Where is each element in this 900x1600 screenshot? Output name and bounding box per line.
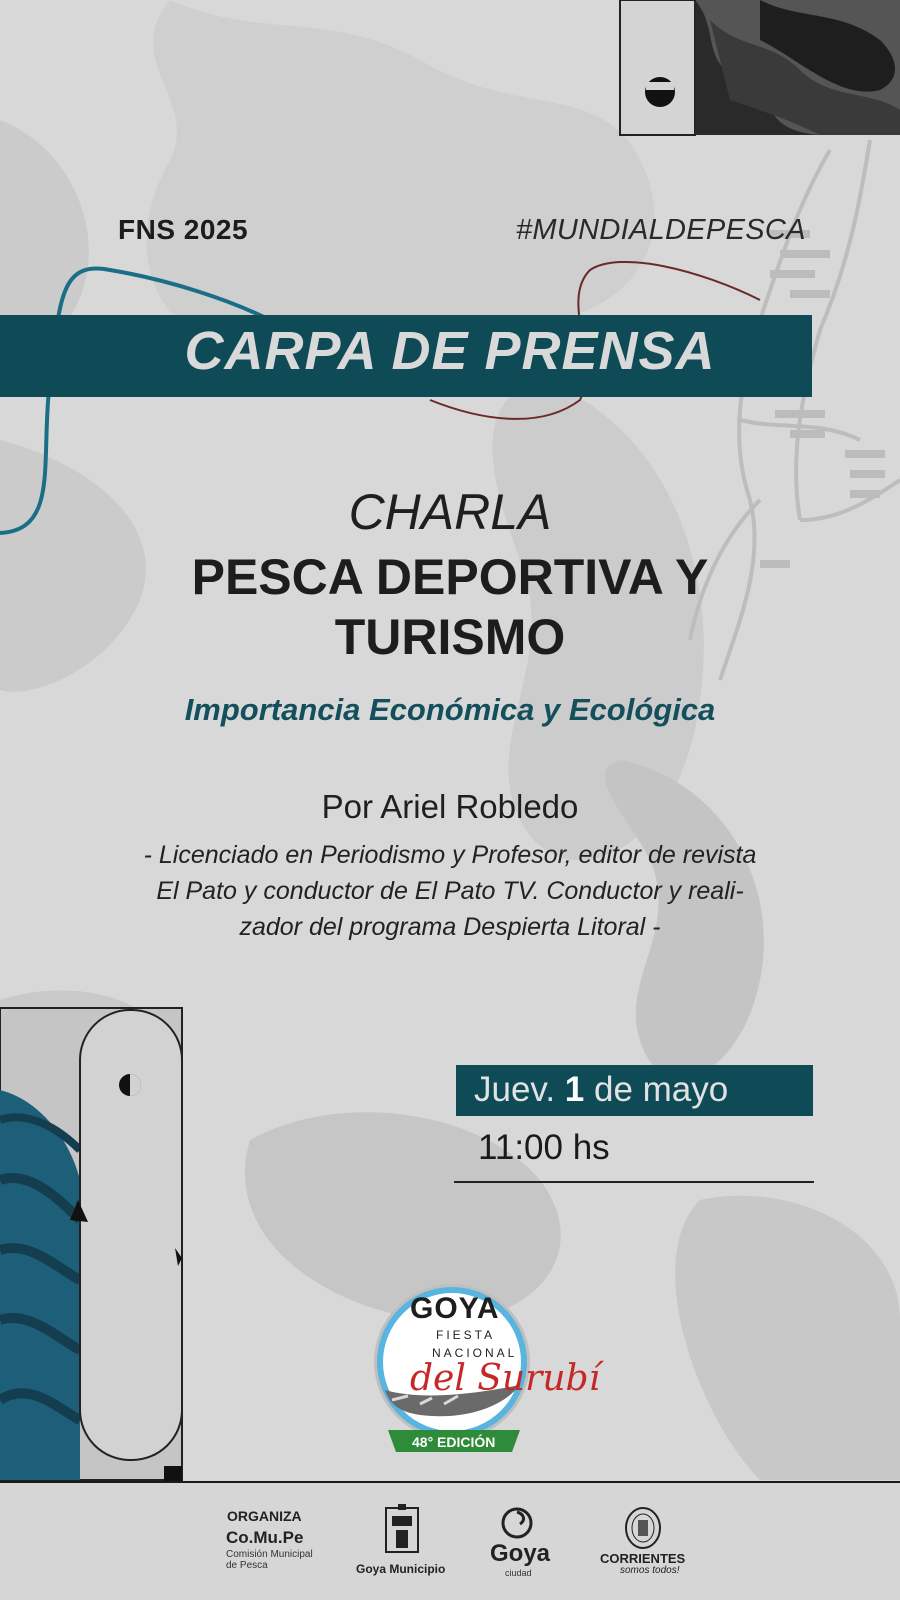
bio-line: El Pato y conductor de El Pato TV. Conductor y reali-: [156, 877, 744, 905]
corrientes-label: CORRIENTES: [600, 1551, 686, 1566]
speaker-bio: [100, 837, 800, 945]
banner-title: CARPA DE PRENSA: [184, 321, 716, 381]
comupe-full-name: Comisión Municipal de Pesca: [226, 1549, 313, 1571]
comupe-logo: Co.Mu.Pe: [226, 1528, 304, 1547]
event-tag: FNS 2025: [118, 214, 249, 245]
event-type: CHARLA: [348, 484, 552, 540]
footer: [0, 1483, 900, 1600]
hashtag: #MUNDIALDEPESCA: [516, 214, 806, 246]
speaker-name: Por Ariel Robledo: [321, 788, 579, 825]
event-time: 11:00 hs: [478, 1128, 610, 1167]
event-title-line2: TURISMO: [334, 609, 566, 665]
festival-logo-line1: FIESTA: [436, 1328, 496, 1342]
goya-ciudad-logo-icon: [500, 1506, 534, 1540]
corrientes-seal-icon: [623, 1506, 663, 1550]
festival-logo-name: del Surubí: [410, 1358, 601, 1399]
bio-line: zador del programa Despierta Litoral -: [239, 913, 661, 941]
goya-municipio-label: Goya Municipio: [356, 1562, 446, 1576]
date-day-prefix: Juev.: [474, 1070, 556, 1109]
goya-municipio-shield-icon: [384, 1504, 420, 1556]
festival-logo-city: GOYA: [410, 1292, 500, 1325]
festival-logo-edition: 48° EDICIÓN: [412, 1434, 496, 1450]
goya-ciudad-sub: ciudad: [505, 1568, 532, 1578]
event-subtitle: Importancia Económica y Ecológica: [184, 692, 716, 727]
date-day-number: 1: [564, 1070, 585, 1109]
event-title-line1: PESCA DEPORTIVA Y: [191, 549, 709, 605]
divider: [454, 1181, 814, 1183]
event-date: [474, 1070, 728, 1110]
goya-ciudad-name: Goya: [490, 1540, 551, 1567]
date-month: de mayo: [594, 1070, 729, 1109]
corrientes-slogan: somos todos!: [620, 1565, 680, 1576]
bio-line: - Licenciado en Periodismo y Profesor, editor de revista: [143, 841, 757, 869]
festival-logo-line2: NACIONAL: [432, 1346, 518, 1360]
organiza-label: ORGANIZA: [227, 1508, 302, 1524]
